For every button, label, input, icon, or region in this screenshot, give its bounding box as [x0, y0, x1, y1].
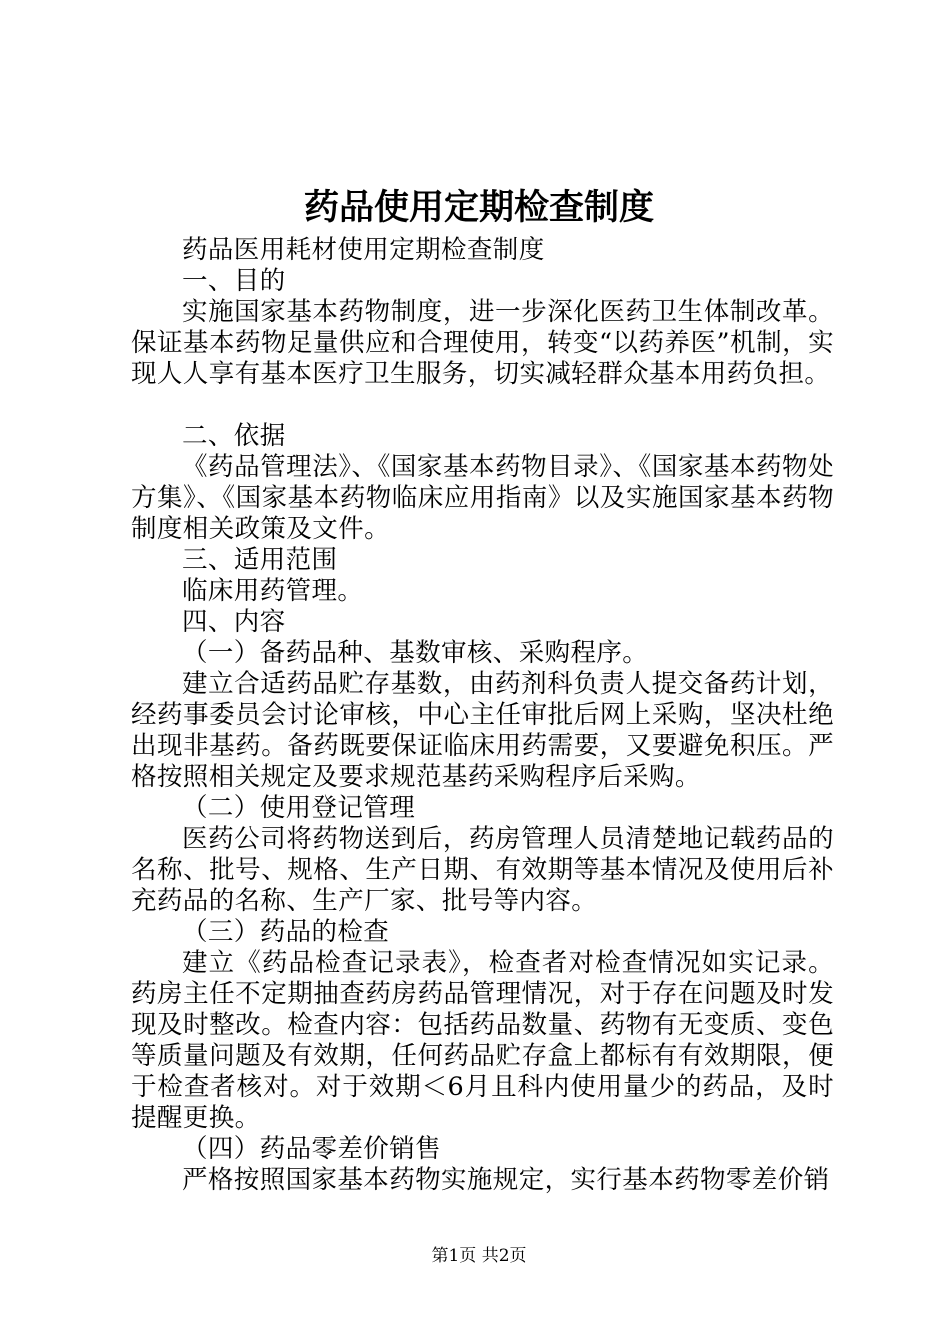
paragraph-purpose: 实施国家基本药物制度，进一步深化医药卫生体制改革。保证基本药物足量供应和合理使用，转变“以药养医”机制，实现人人享有基本医疗卫生服务，切实减轻群众基本用药负担。: [131, 297, 834, 389]
paragraph-pricing: 严格按照国家基本药物实施规定，实行基本药物零差价销: [182, 1165, 830, 1195]
subsection-heading-4: （四）药品零差价销售: [182, 1134, 442, 1164]
paragraph-inspection: 建立《药品检查记录表》，检查者对检查情况如实记录。药房主任不定期抽查药房药品管理情况，对于存在问题及时发现及时整改。检查内容：包括药品数量、药物有无变质、变色等质量问题及有效期，任何药品贮存盒上都标有有效期限，便于检查者核对。对于效期＜6月且科内使用量少的药品，及时提醒更换。: [131, 948, 834, 1133]
section-heading-content: 四、内容: [182, 607, 286, 637]
page-footer: 第1页 共2页: [431, 1246, 527, 1266]
paragraph-basis: 《药品管理法》、《国家基本药物目录》、《国家基本药物处方集》、《国家基本药物临床应用指南》以及实施国家基本药物制度相关政策及文件。: [131, 452, 834, 544]
section-heading-purpose: 一、目的: [182, 266, 286, 296]
section-heading-basis: 二、依据: [182, 421, 286, 451]
document-body: [131, 235, 834, 1196]
subsection-heading-1: （一）备药品种、基数审核、采购程序。: [182, 638, 649, 668]
subsection-heading-2: （二）使用登记管理: [182, 793, 416, 823]
paragraph-registration: 医药公司将药物送到后，药房管理人员清楚地记载药品的名称、批号、规格、生产日期、有效期等基本情况及使用后补充药品的名称、生产厂家、批号等内容。: [131, 824, 834, 916]
paragraph-procurement: 建立合适药品贮存基数，由药剂科负责人提交备药计划，经药事委员会讨论审核，中心主任审批后网上采购，坚决杜绝出现非基药。备药既要保证临床用药需要，又要避免积压。严格按照相关规定及要求规范基药采购程序后采购。: [131, 669, 834, 792]
subtitle-paragraph: 药品医用耗材使用定期检查制度: [182, 235, 545, 265]
blank-line: [131, 390, 834, 421]
subsection-heading-3: （三）药品的检查: [182, 917, 390, 947]
paragraph-scope: 临床用药管理。: [182, 576, 364, 606]
section-heading-scope: 三、适用范围: [182, 545, 338, 575]
document-title: 药品使用定期检查制度: [303, 187, 654, 228]
